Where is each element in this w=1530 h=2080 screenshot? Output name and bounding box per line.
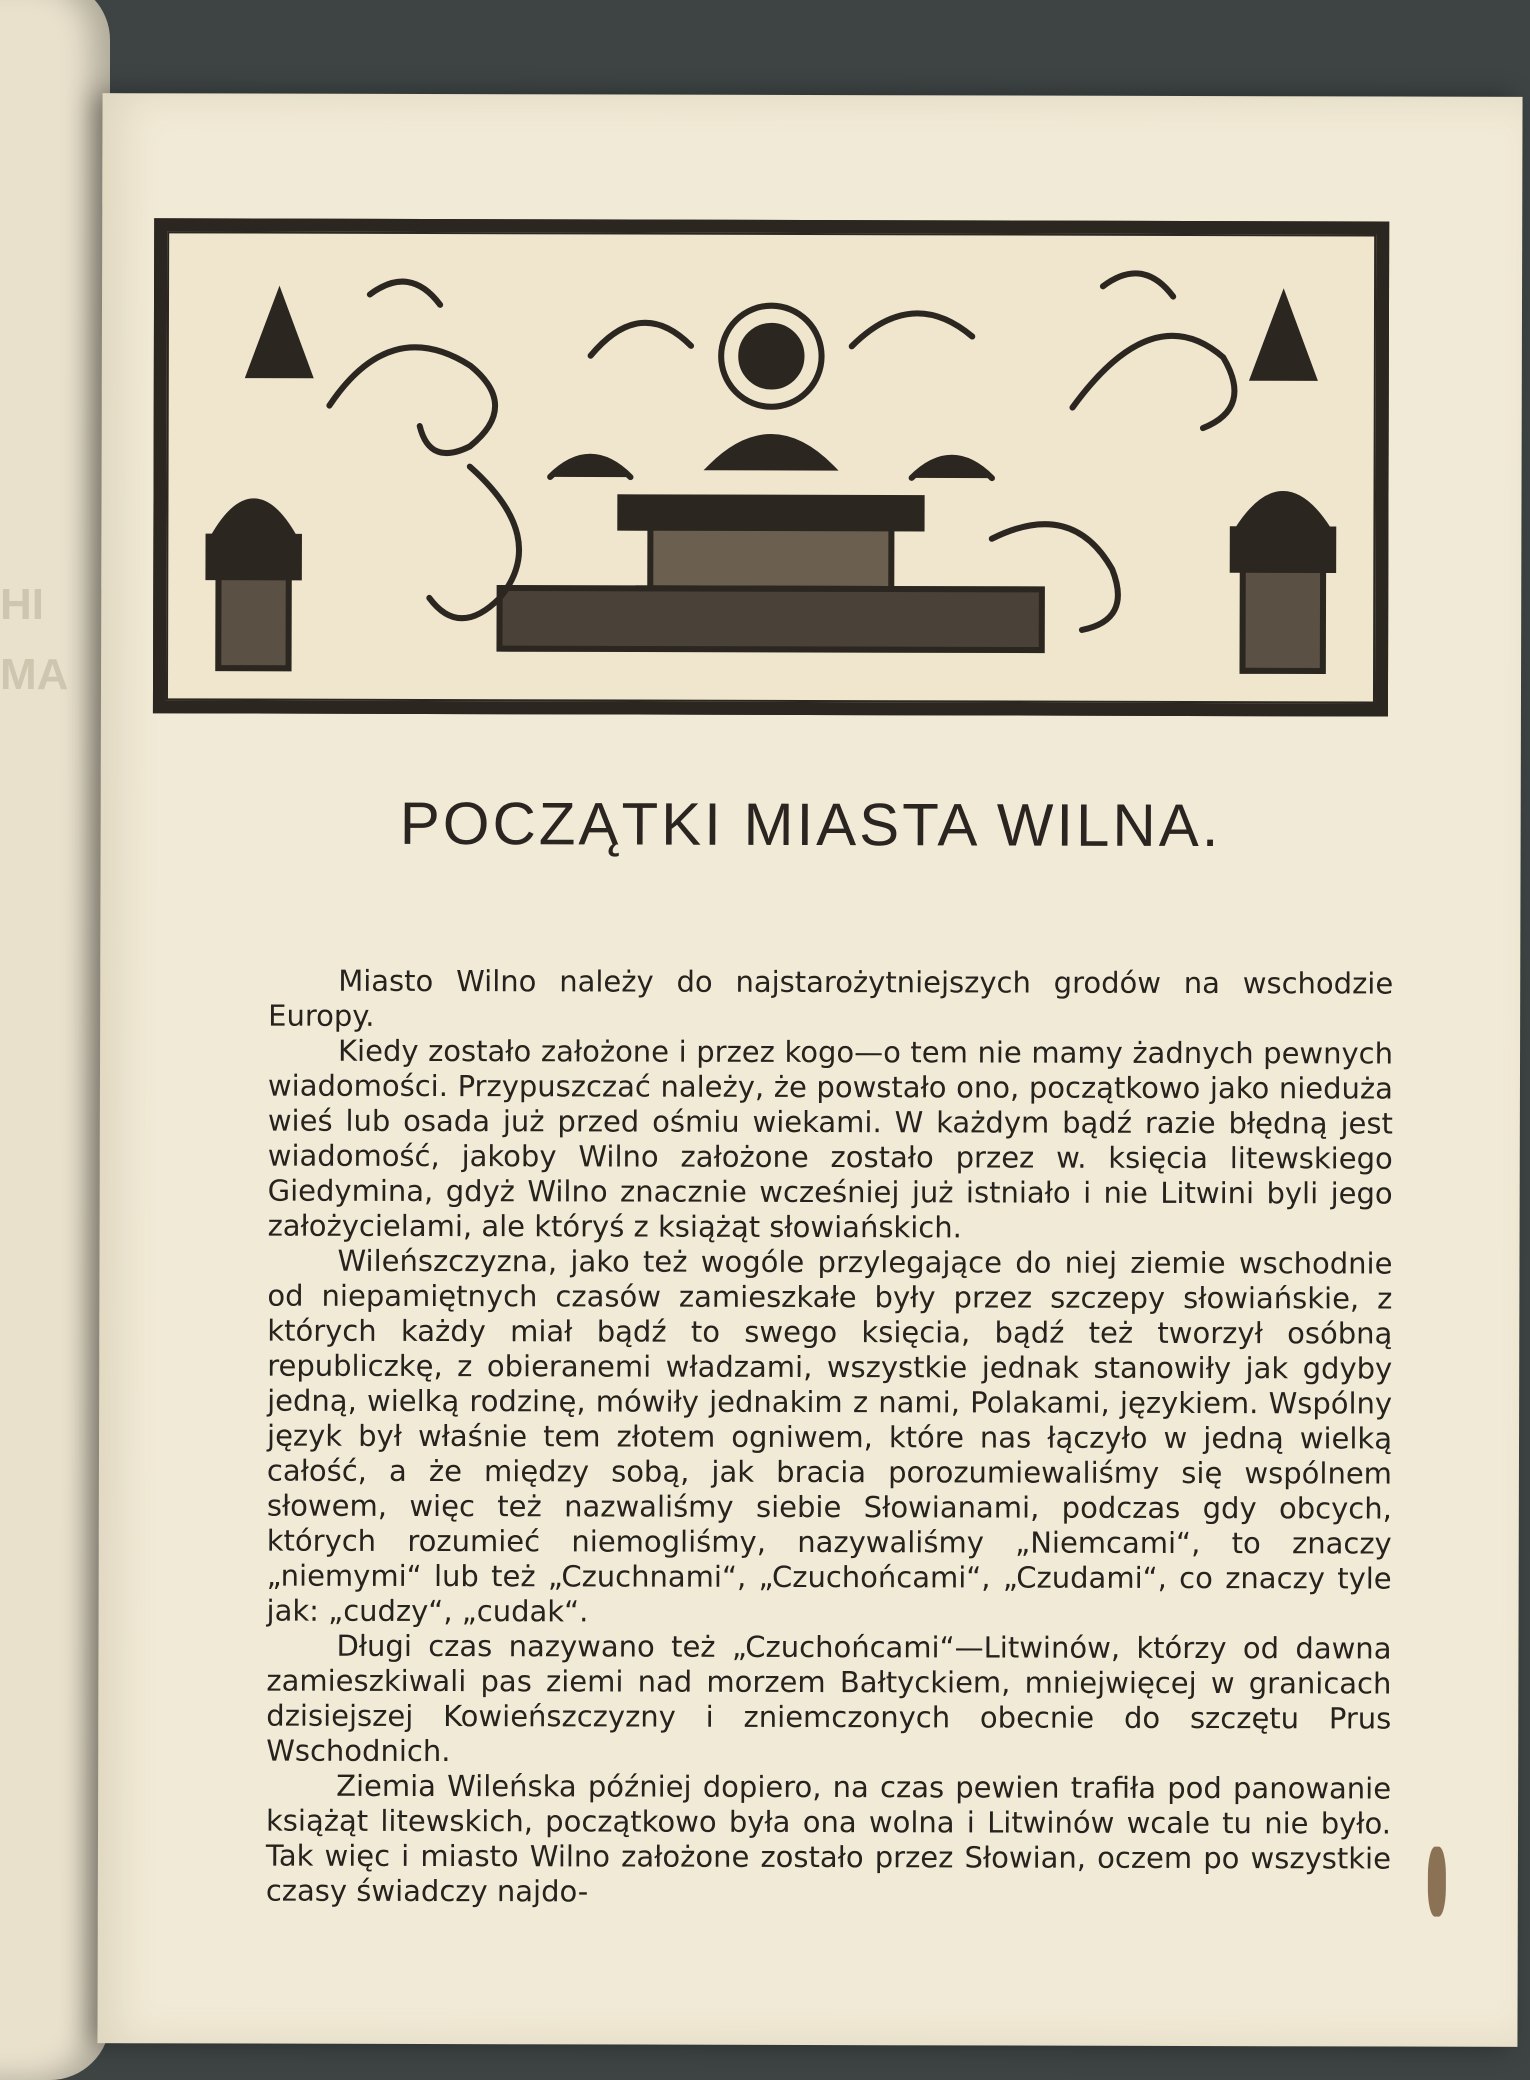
paragraph: Ziemia Wileńska później dopiero, na czas pewien trafiła pod panowanie książąt litewskich, początkowo była ona wolna i Litwinów wcale tu nie było. Tak więc i miasto Wilno założone zostało przez Słowian, oczem po wszystkie czasy świadczy najdo- xyxy=(265,1768,1392,1909)
paper-stain xyxy=(1428,1847,1446,1917)
chapter-title: POCZĄTKI MIASTA WILNA. xyxy=(399,789,1222,860)
body-text xyxy=(266,964,1393,1912)
paragraph: Miasto Wilno należy do najstarożytniejszych grodów na wschodzie Europy. xyxy=(268,963,1394,1033)
left-page-bleed-text: HI MA xyxy=(0,580,69,699)
paragraph: Wileńszczyzna, jako też wogóle przylegające do niej ziemie wschodnie od niepamiętnych czasów zamieszkałe były przez szczepy słowiańskie, z których każdy miał bądź to swego księcia, bądź też tworzył osóbną republiczkę, z obieranemi władzami, wszystkie jednak stanowiły jak gdyby jedną, wielką rodzinę, mówiły jednakim z nami, Polakami, językiem. Wspólny język był właśnie tem złotem ogniwem, które nas łączyło w jedną wielką całość, a że między sobą, jak bracia porozumiewaliśmy się wspólnem słowem, więc też nazwaliśmy siebie Słowianami, podczas gdy obcych, których rozumieć niemogliśmy, nazywaliśmy „Niemcami“, to znaczy „niemymi“ lub też „Czuchnami“, „Czuchońcami“, „Czudami“, co znaczy tyle jak: „cudzy“, „cudak“. xyxy=(266,1243,1393,1629)
left-page-edge xyxy=(0,0,110,2080)
ornament-illustration xyxy=(168,233,1374,701)
paragraph: Kiedy zostało założone i przez kogo—o tem nie mamy żadnych pewnych wiadomości. Przypuszczać należy, że powstało ono, początkowo jako nieduża wieś lub osada już przed ośmiu wiekami. W każdym bądź razie błędną jest wiadomość, jakoby Wilno założone zostało przez w. księcia litewskiego Giedymina, gdyż Wilno znacznie wcześniej już istniało i nie Litwini byli jego założycielami, ale któryś z książąt słowiańskich. xyxy=(267,1033,1394,1245)
book-page xyxy=(97,93,1522,2047)
paragraph: Długi czas nazywano też „Czuchońcami“—Litwinów, którzy od dawna zamieszkiwali pas ziemi nad morzem Bałtyckiem, mniejwięcej w granicach dzisiejszej Kowieńszczyzny i zniemczonych obecnie do szczętu Prus Wschodnich. xyxy=(266,1628,1392,1769)
decorative-headpiece xyxy=(153,218,1389,716)
